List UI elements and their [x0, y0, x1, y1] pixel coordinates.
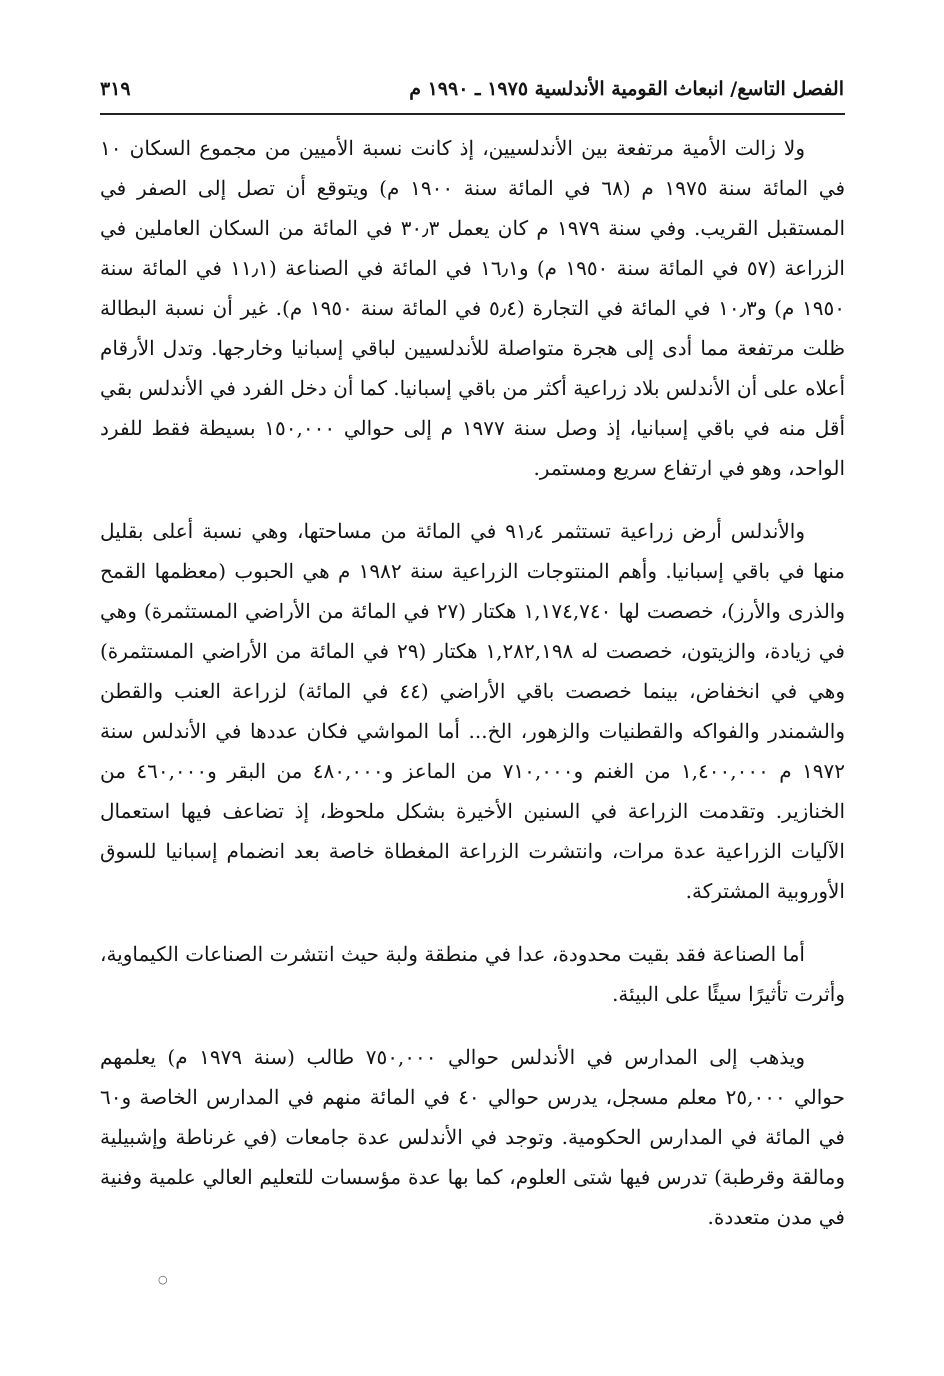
- paragraph-education: ويذهب إلى المدارس في الأندلس حوالي ٧٥٠,٠٠٠ طالب (سنة ١٩٧٩ م) يعلمهم حوالي ٢٥,٠٠٠ معلم مسجل، يدرس حوالي ٤٠ في المائة منهم في المدارس الخاصة و٦٠ في المائة في المدارس الحكومية. وتوجد في الأندلس عدة جامعات (في غرناطة وإشبيلية ومالقة وقرطبة) تدرس فيها شتى العلوم، كما بها عدة مؤسسات للتعليم العالي علمية وفنية في مدن متعددة.: [100, 1045, 846, 1229]
- chapter-title: الفصل التاسع/ انبعاث القومية الأندلسية ١٩٧٥ ـ ١٩٩٠ م: [409, 78, 844, 100]
- page-number: ٣١٩: [100, 78, 131, 100]
- printer-mark-icon: ○: [158, 1273, 168, 1286]
- paragraph-agriculture: والأندلس أرض زراعية تستثمر ٩١٫٤ في المائة من مساحتها، وهي نسبة أعلى بقليل منها في باقي إسبانيا. وأهم المنتوجات الزراعية سنة ١٩٨٢ م هي الحبوب (معظمها القمح والذرى والأرز)، خصصت لها ١,١٧٤,٧٤٠ هكتار (٢٧ في المائة من الأراضي المستثمرة) وهي في زيادة، والزيتون، خصصت له ١,٢٨٢,١٩٨ هكتار (٢٩ في المائة من الأراضي المستثمرة) وهي في انخفاض، بينما خصصت باقي الأراضي (٤٤ في المائة) لزراعة العنب والقطن والشمندر والفواكه والقطنيات والزهور، الخ... أما المواشي فكان عددها في الأندلس سنة ١٩٧٢ م ١,٤٠٠,٠٠٠ من الغنم و٧١٠,٠٠٠ من الماعز و٤٨٠,٠٠٠ من البقر و٤٦٠,٠٠٠ من الخنازير. وتقدمت الزراعة في السنين الأخيرة بشكل ملحوظ، إذ تضاعف فيها استعمال الآليات الزراعية عدة مرات، وانتشرت الزراعة المغطاة خاصة بعد انضمام إسبانيا للسوق الأوروبية المشتركة.: [100, 519, 846, 903]
- paragraph-industry: أما الصناعة فقد بقيت محدودة، عدا في منطقة ولبة حيث انتشرت الصناعات الكيماوية، وأثرت تأثيرًا سيئًا على البيئة.: [100, 942, 845, 1006]
- paragraph-illiteracy-employment: ولا زالت الأمية مرتفعة بين الأندلسيين، إذ كانت نسبة الأميين من مجموع السكان ١٠ في المائة سنة ١٩٧٥ م (٦٨ في المائة سنة ١٩٠٠ م) ويتوقع أن تصل إلى الصفر في المستقبل القريب. وفي سنة ١٩٧٩ م كان يعمل ٣٠٫٣ في المائة من السكان العاملين في الزراعة (٥٧ في المائة سنة ١٩٥٠ م) و١٦٫١ في المائة في الصناعة (١١٫١ في المائة سنة ١٩٥٠ م) و١٠٫٣ في المائة في التجارة (٥٫٤ في المائة سنة ١٩٥٠ م). غير أن نسبة البطالة ظلت مرتفعة مما أدى إلى هجرة متواصلة للأندلسيين لباقي إسبانيا وخارجها. وتدل الأرقام أعلاه على أن الأندلس بلاد زراعية أكثر من باقي إسبانيا. كما أن دخل الفرد في الأندلس بقي أقل منه في باقي إسبانيا، إذ وصل سنة ١٩٧٧ م إلى حوالي ١٥٠,٠٠٠ بسيطة فقط للفرد الواحد، وهو في ارتفاع سريع ومستمر.: [100, 136, 846, 480]
- header-divider: [100, 113, 845, 115]
- body-text: [100, 128, 845, 1237]
- running-header: [100, 72, 844, 108]
